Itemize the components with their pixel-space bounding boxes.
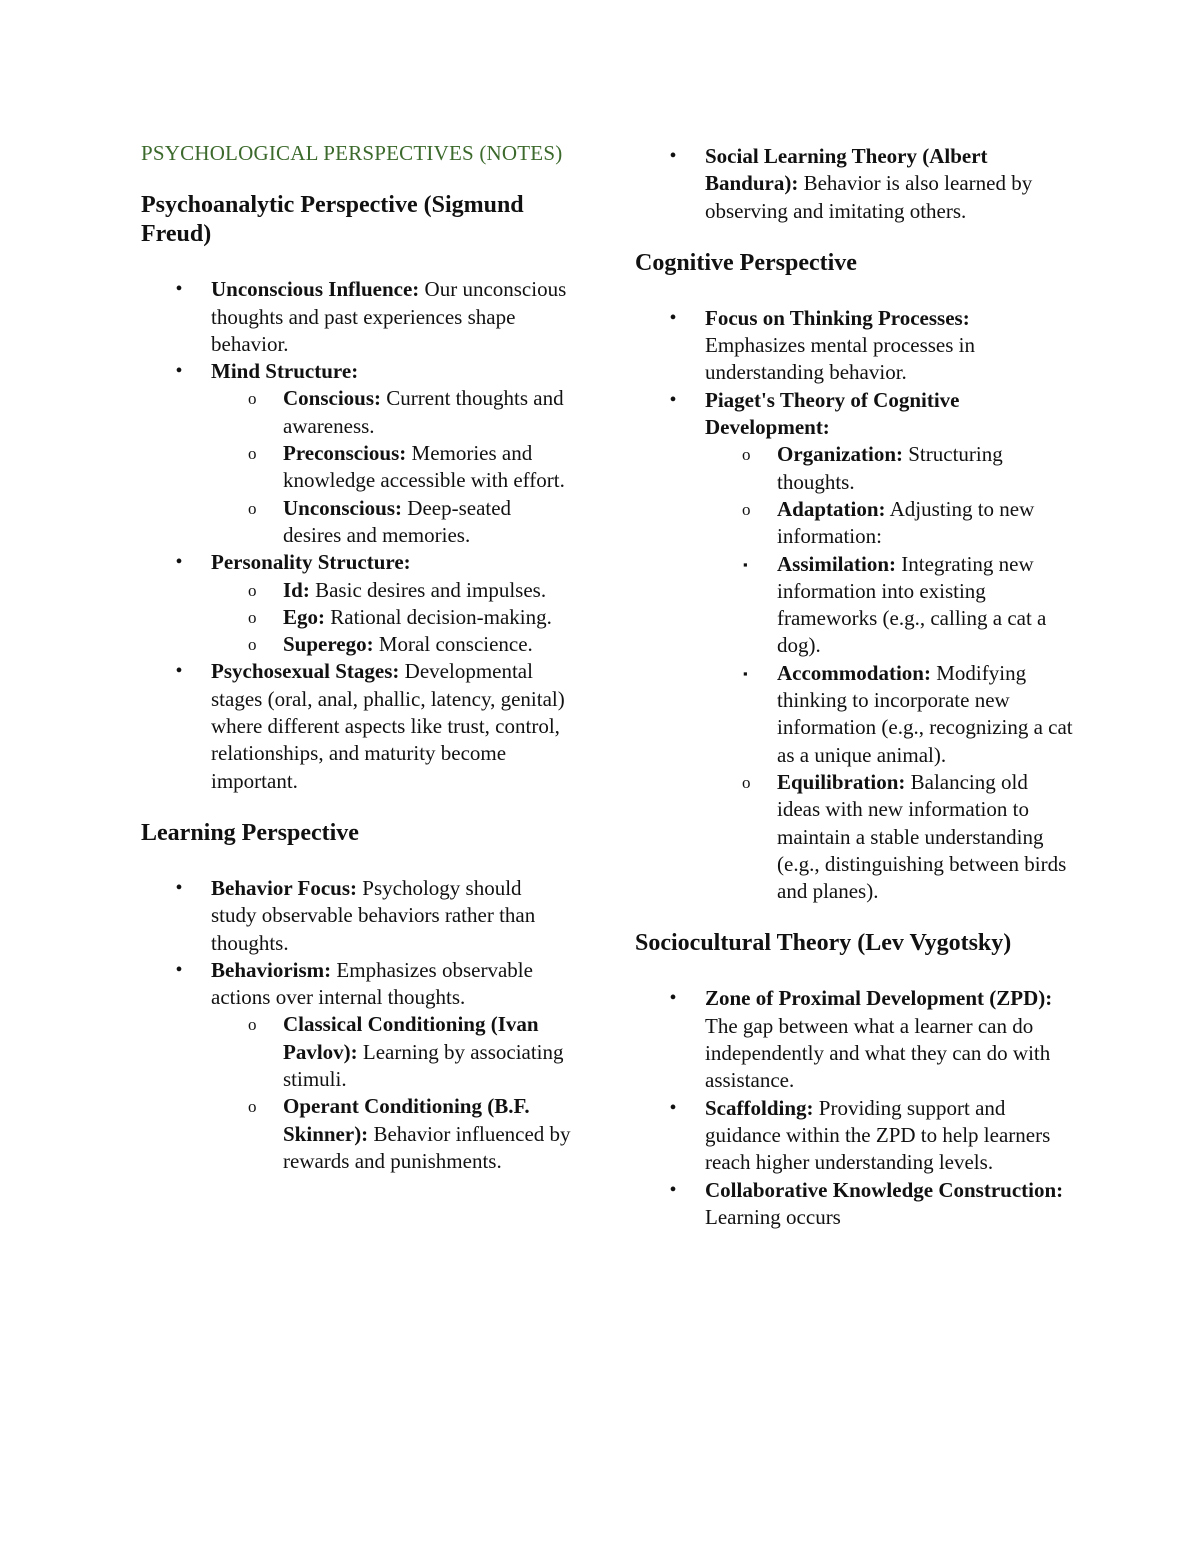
circle-bullet-icon: o	[248, 444, 257, 464]
item-text: Providing support and guidance within the ZPD to help learners reach higher understanding levels.	[705, 1095, 1051, 1175]
item-label: Classical Conditioning (Ivan Pavlov):	[283, 1012, 539, 1064]
cognitive-list	[635, 305, 1075, 906]
item-text: Rational decision-making.	[325, 604, 552, 629]
item-label: Zone of Proximal Development (ZPD):	[705, 986, 1053, 1011]
item-text: Our unconscious thoughts and past experiences shape behavior.	[211, 277, 567, 356]
item-text: The gap between what a learner can do independently and what they can do with assistance.	[705, 1013, 1051, 1093]
bullet-icon: •	[669, 145, 677, 167]
sublist-item	[705, 769, 1075, 905]
item-text: Modifying thinking to incorporate new information (e.g., recognizing a cat as a unique animal).	[777, 660, 1073, 767]
item-label: Accommodation:	[777, 660, 931, 685]
bullet-icon: •	[175, 876, 183, 899]
item-text: Learning by associating stimuli.	[283, 1039, 564, 1092]
item-label: Collaborative Knowledge Construction:	[705, 1177, 1064, 1202]
sociocultural-list	[635, 985, 1075, 1231]
item-label: Behaviorism:	[211, 957, 332, 982]
list-item	[635, 1095, 1075, 1177]
adaptation-sublist	[705, 551, 1075, 769]
list-item	[141, 875, 571, 957]
circle-bullet-icon: o	[742, 499, 751, 519]
section-heading-sociocultural: Sociocultural Theory (Lev Vygotsky)	[635, 930, 1012, 957]
section-heading-learning: Learning Perspective	[141, 819, 359, 846]
square-bullet-icon: ▪	[743, 556, 748, 572]
bullet-icon: •	[175, 958, 183, 981]
item-text: Developmental stages (oral, anal, phallic, latency, genital) where different aspects like trust, control, relationships, and maturity become important.	[211, 659, 565, 793]
list-item	[141, 658, 571, 794]
circle-bullet-icon: o	[248, 1015, 257, 1035]
sublist-item	[211, 577, 571, 604]
square-bullet-icon: ▪	[743, 665, 748, 681]
item-text: Current thoughts and awareness.	[283, 386, 564, 438]
sub-sublist-item	[635, 551, 1075, 660]
item-text: Behavior is also learned by observing and imitating others.	[705, 171, 1033, 223]
sub-sublist-item	[635, 660, 1075, 769]
sublist-item	[705, 441, 1075, 496]
item-label: Ego:	[283, 604, 325, 629]
sublist-item	[211, 604, 571, 631]
list-item	[141, 276, 571, 358]
personality-structure-sublist	[248, 577, 571, 659]
sublist-item	[211, 631, 571, 658]
left-column	[141, 140, 571, 1175]
item-label: Unconscious:	[283, 495, 403, 520]
item-label: Superego:	[283, 632, 374, 657]
bullet-icon: •	[669, 987, 677, 1010]
item-label: Piaget's Theory of Cognitive Development:	[705, 387, 960, 440]
item-label: Focus on Thinking Processes:	[705, 305, 970, 330]
psychoanalytic-list	[141, 276, 571, 795]
item-text: Adjusting to new information:	[777, 496, 1035, 549]
item-text: Integrating new information into existing frameworks (e.g., calling a cat a dog).	[777, 551, 1047, 658]
item-label: Unconscious Influence:	[211, 277, 420, 302]
bullet-icon: •	[175, 278, 183, 301]
list-item	[635, 143, 1075, 225]
bullet-icon: •	[175, 360, 183, 383]
item-text: Psychology should study observable behaviors rather than thoughts.	[211, 875, 536, 955]
section-heading-cognitive: Cognitive Perspective	[635, 249, 857, 276]
list-item	[635, 387, 1075, 906]
list-item	[141, 549, 571, 658]
item-label: Assimilation:	[777, 551, 897, 576]
circle-bullet-icon: o	[248, 1097, 257, 1117]
item-label: Adaptation:	[777, 496, 886, 521]
item-text: Deep-seated desires and memories.	[283, 495, 512, 547]
sublist-item	[211, 440, 571, 495]
circle-bullet-icon: o	[742, 445, 751, 465]
bullet-icon: •	[175, 551, 183, 574]
item-label: Conscious:	[283, 386, 382, 411]
item-label: Equilibration:	[777, 769, 906, 794]
sublist-item	[211, 1011, 571, 1093]
item-label: Scaffolding:	[705, 1095, 814, 1120]
item-label: Operant Conditioning (B.F. Skinner):	[283, 1094, 530, 1146]
bullet-icon: •	[175, 660, 183, 683]
item-text: Memories and knowledge accessible with effort.	[283, 441, 565, 493]
item-text: Balancing old ideas with new information to maintain a stable understanding (e.g., distinguishing between birds and planes).	[777, 769, 1067, 904]
item-text: Learning occurs	[705, 1204, 841, 1229]
item-label: Id:	[283, 577, 310, 602]
sublist-item	[211, 385, 571, 440]
circle-bullet-icon: o	[742, 772, 751, 792]
item-text: Basic desires and impulses.	[309, 577, 547, 602]
item-label: Mind Structure:	[211, 359, 359, 384]
mind-structure-sublist	[248, 385, 571, 549]
bullet-icon: •	[669, 1178, 677, 1201]
continued-learning-list	[635, 143, 1075, 225]
circle-bullet-icon: o	[248, 389, 257, 409]
circle-bullet-icon: o	[248, 498, 257, 518]
list-item	[635, 305, 1075, 387]
list-item	[141, 957, 571, 1175]
sublist-item	[211, 1093, 571, 1175]
item-label: Behavior Focus:	[211, 875, 358, 900]
circle-bullet-icon: o	[248, 607, 257, 627]
bullet-icon: •	[669, 1096, 677, 1119]
bullet-icon: •	[669, 388, 677, 411]
list-item	[141, 358, 571, 549]
learning-list	[141, 875, 571, 1175]
behaviorism-sublist	[248, 1011, 571, 1175]
bullet-icon: •	[669, 306, 677, 329]
item-text: Emphasizes observable actions over internal thoughts.	[211, 957, 533, 1010]
document-title: PSYCHOLOGICAL PERSPECTIVES (NOTES)	[141, 141, 563, 165]
item-label: Preconscious:	[283, 441, 407, 466]
sublist-item	[211, 495, 571, 550]
item-label: Social Learning Theory (Albert Bandura):	[705, 144, 988, 196]
item-text: Behavior influenced by rewards and punishments.	[283, 1121, 571, 1173]
sublist-item	[705, 496, 1075, 769]
list-item	[635, 1177, 1075, 1232]
list-item	[635, 985, 1075, 1094]
right-column	[635, 140, 1075, 1231]
section-heading-psychoanalytic: Psychoanalytic Perspective (Sigmund Freud)	[141, 192, 524, 248]
piaget-sublist	[742, 441, 1075, 905]
item-text: Moral conscience.	[373, 632, 533, 657]
circle-bullet-icon: o	[248, 580, 257, 600]
circle-bullet-icon: o	[248, 635, 257, 655]
item-text: Emphasizes mental processes in understanding behavior.	[705, 333, 976, 385]
item-label: Psychosexual Stages:	[211, 659, 400, 684]
item-text: Structuring thoughts.	[777, 442, 1003, 494]
item-label: Organization:	[777, 442, 903, 467]
item-label: Personality Structure:	[211, 550, 411, 575]
